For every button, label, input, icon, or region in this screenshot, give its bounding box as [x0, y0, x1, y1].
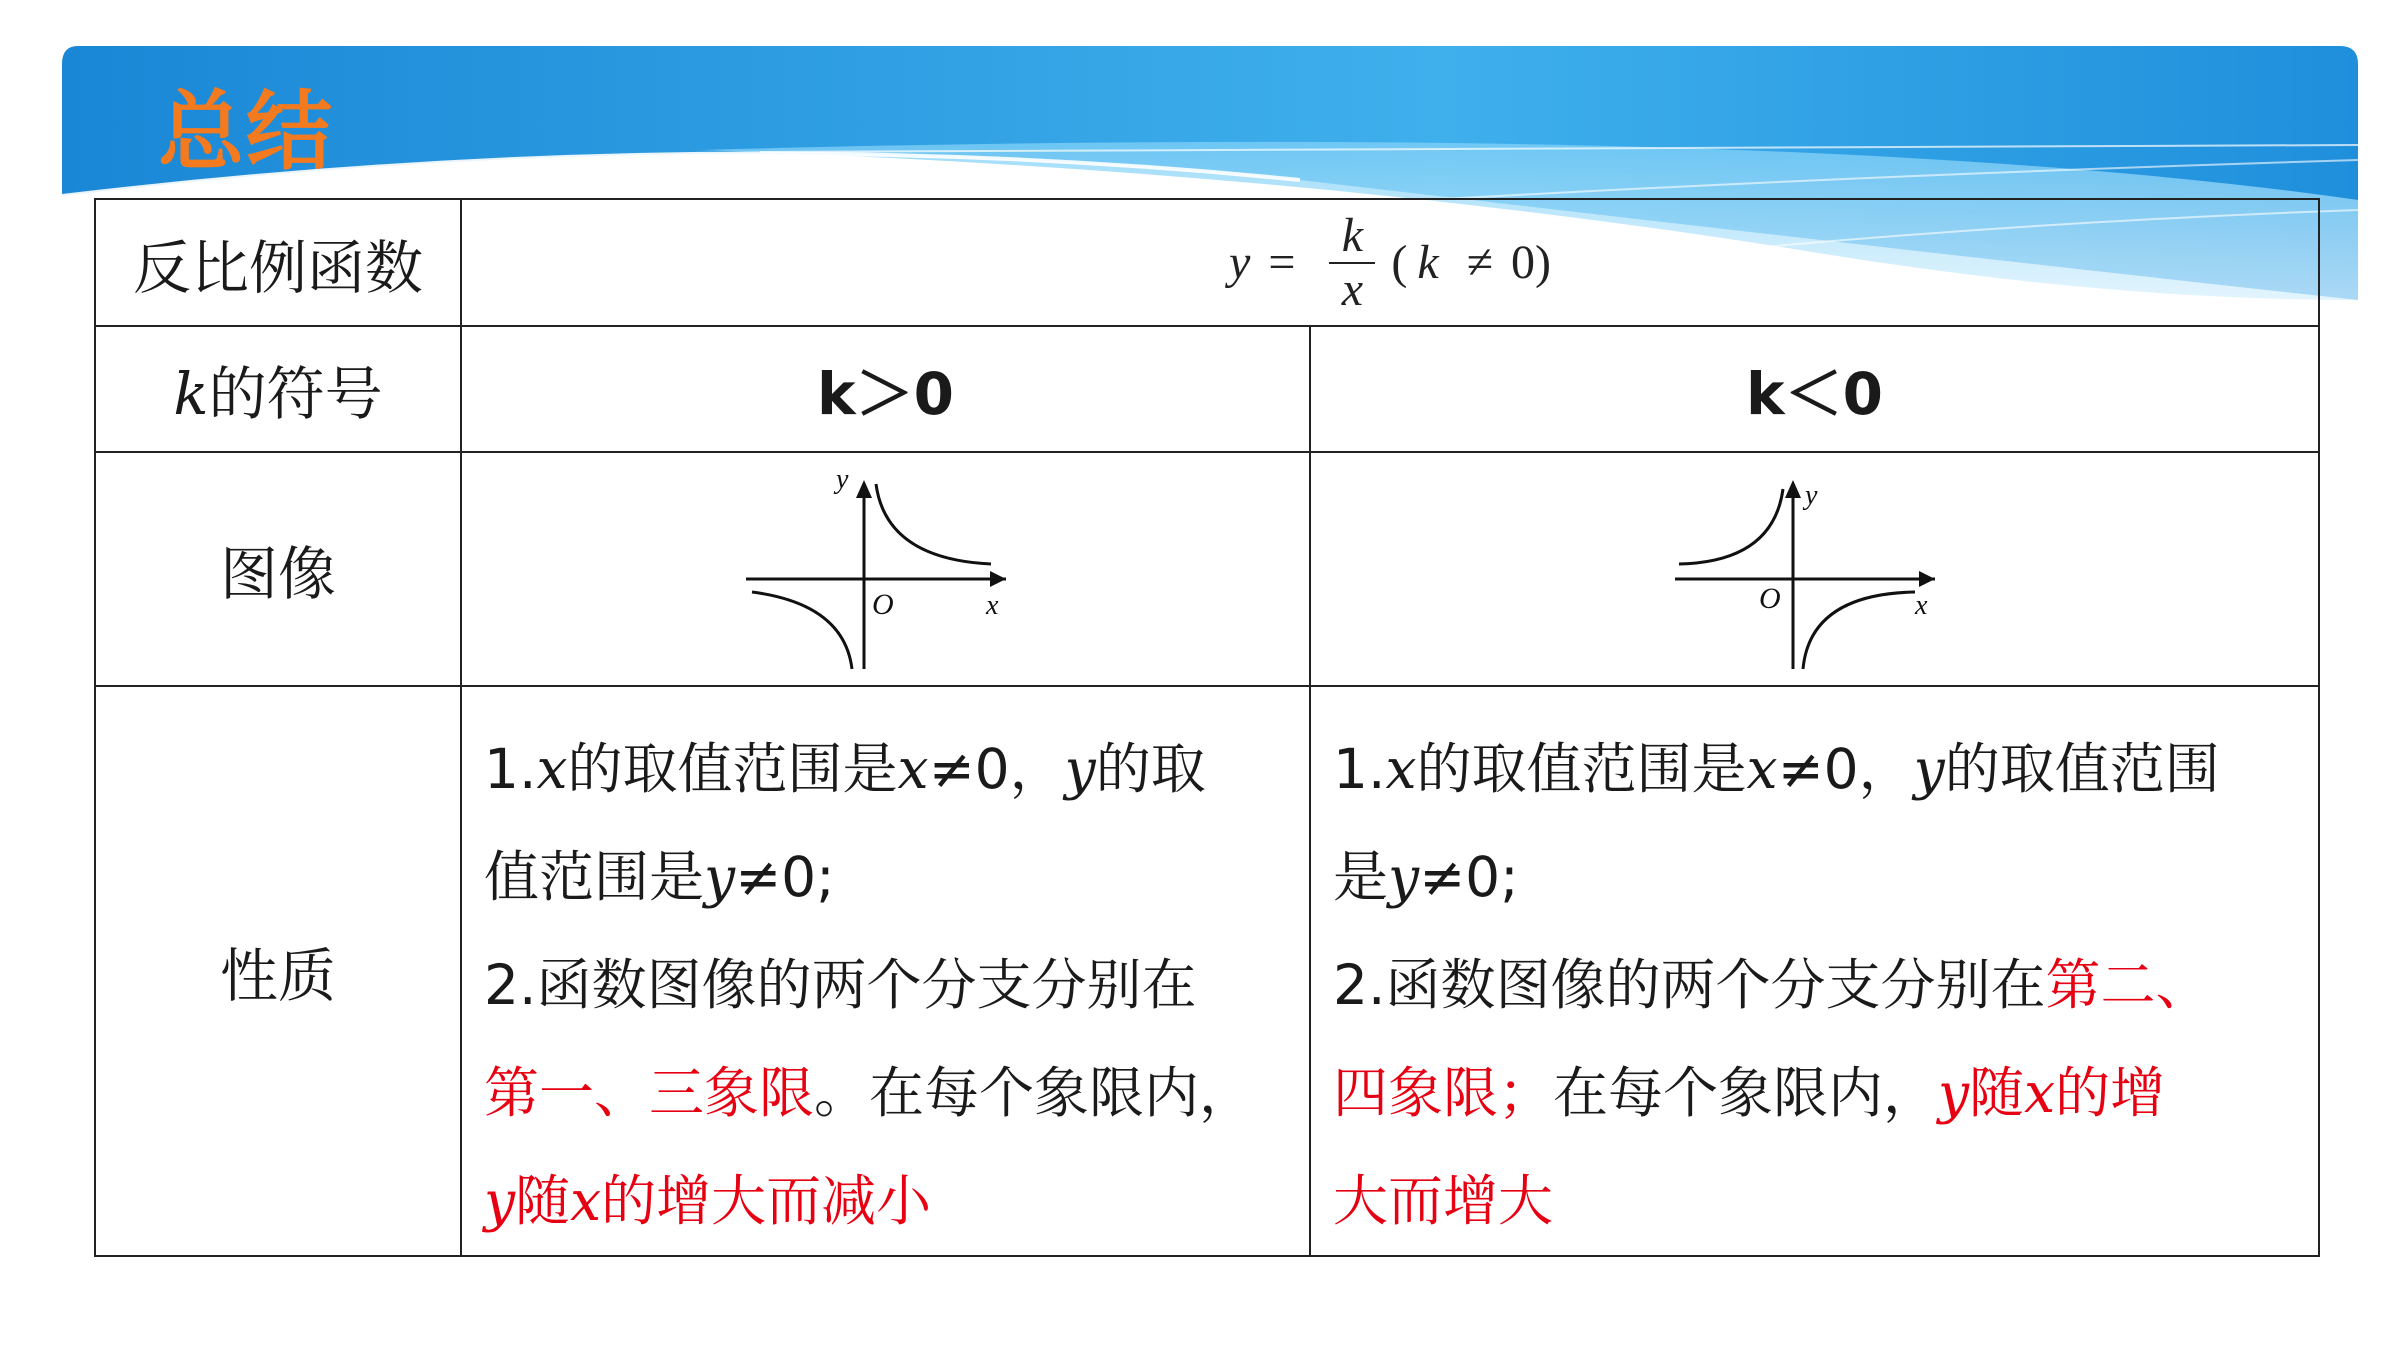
prop-line: y随x的增大而减小: [484, 1169, 932, 1233]
x-axis-label: x: [1914, 590, 1927, 621]
summary-table: [94, 198, 2320, 1257]
prop-line: 第一、三象限。在每个象限内，: [484, 1061, 1255, 1125]
row-function: [95, 199, 2319, 326]
graph-label: 图像: [95, 452, 461, 686]
prop-line: 大而增大: [1333, 1169, 1554, 1233]
prop-line: 2.函数图像的两个分支分别在第二、: [1333, 953, 2211, 1017]
function-formula: y = $\frac{k}{x}$ ( k ≠ 0 ): [461, 199, 2319, 326]
graph-negative: [1310, 452, 2319, 686]
y-axis-label: y: [835, 464, 848, 495]
row-sign: [95, 326, 2319, 452]
x-axis-label: x: [985, 590, 998, 621]
prop-line: 值范围是y≠0;: [484, 845, 835, 909]
row-properties: [95, 686, 2319, 1256]
sign-positive: k＞0: [461, 326, 1310, 452]
sign-label: k的符号: [95, 326, 461, 452]
prop-line: 是y≠0;: [1333, 845, 1519, 909]
function-label: 反比例函数: [95, 199, 461, 326]
prop-line: 2.函数图像的两个分支分别在: [484, 953, 1197, 1017]
slide-title: 总结: [158, 82, 334, 182]
prop-line: 1.x的取值范围是x≠0，y的取值范围: [1333, 737, 2220, 801]
properties-negative: [1310, 686, 2319, 1256]
hyperbola-negative-graph: [1665, 464, 1965, 674]
sign-negative: k＜0: [1310, 326, 2319, 452]
origin-label: O: [1758, 582, 1781, 615]
origin-label: O: [871, 588, 894, 621]
graph-positive: [461, 452, 1310, 686]
y-axis-label: y: [1804, 480, 1817, 511]
prop-line: 1.x的取值范围是x≠0，y的取: [484, 737, 1206, 801]
prop-line: 四象限；在每个象限内，y随x的增: [1333, 1061, 2166, 1125]
hyperbola-positive-graph: [736, 464, 1036, 674]
properties-positive: [461, 686, 1310, 1256]
row-graph: [95, 452, 2319, 686]
properties-label: 性质: [95, 686, 461, 1256]
